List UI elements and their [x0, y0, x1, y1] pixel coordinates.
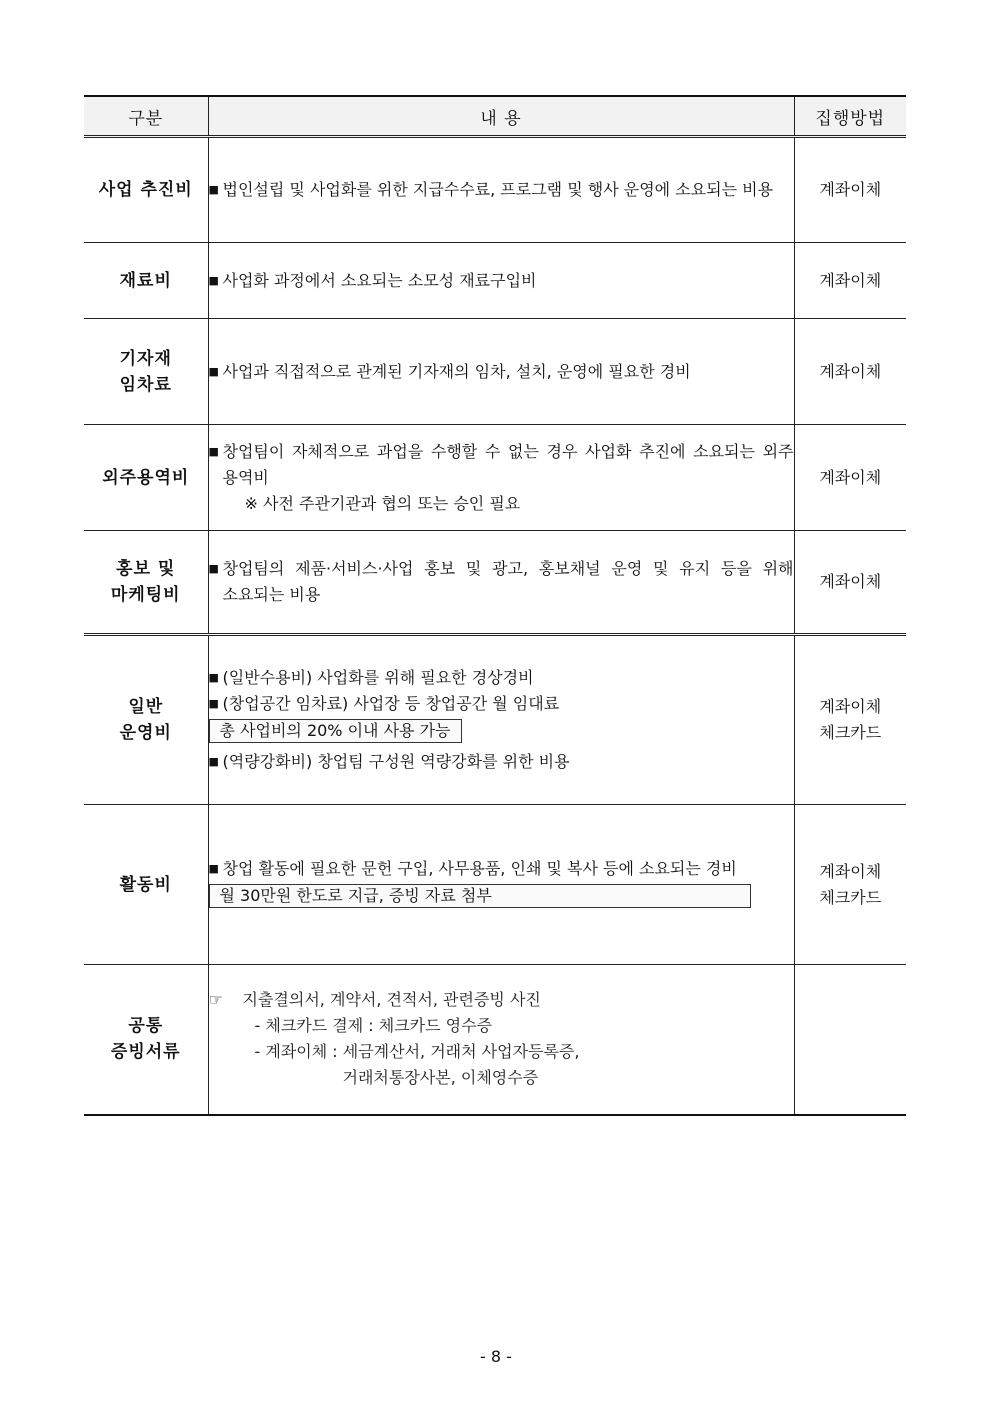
approval-note: ※ 사전 주관기관과 협의 또는 승인 필요 — [244, 493, 521, 513]
row-category: 사업 추진비 — [84, 137, 208, 243]
row-category: 홍보 및 마케팅비 — [84, 531, 208, 635]
bullet-icon: ■ — [208, 861, 219, 875]
bullet-item: ■ (역량강화비) 창업팀 구성원 역량강화를 위한 비용 — [209, 749, 794, 775]
bullet-icon: ■ — [208, 444, 219, 458]
header-category: 구분 — [84, 96, 208, 137]
expense-table — [84, 95, 906, 1116]
proof-sub-item: - 체크카드 결제 : 체크카드 영수증 — [254, 1016, 493, 1036]
header-method: 집행방법 — [794, 96, 906, 137]
table-row — [84, 425, 906, 531]
row-method: 계좌이체 — [794, 243, 906, 319]
row-content — [208, 243, 794, 319]
bullet-item: ■ 창업 활동에 필요한 문헌 구입, 사무용품, 인쇄 및 복사 등에 소요되는 경비 — [209, 856, 794, 882]
row-category: 기자재 임차료 — [84, 319, 208, 425]
row-category: 재료비 — [84, 243, 208, 319]
header-content: 내 용 — [208, 96, 794, 137]
bullet-icon: ■ — [208, 562, 219, 575]
page-number: - 8 - — [480, 1347, 512, 1366]
bullet-item: ■ 창업팀의 제품·서비스·사업 홍보 및 광고, 홍보채널 운영 및 유지 등을 위해 소요되는 비용 — [209, 556, 794, 608]
table-row — [84, 635, 906, 805]
row-content — [208, 965, 794, 1115]
table-row — [84, 243, 906, 319]
proof-sub-item: - 계좌이체 : 세금계산서, 거래처 사업자등록증, — [254, 1042, 580, 1062]
bullet-icon: ■ — [208, 183, 219, 196]
proof-sub-item: 거래처통장사본, 이체영수증 — [342, 1068, 539, 1088]
bullet-item: ■ 창업팀이 자체적으로 과업을 수행할 수 없는 경우 사업화 추진에 소요되는 외주 용역비 — [209, 439, 794, 491]
row-method: 계좌이체 — [794, 531, 906, 635]
bullet-item: ■ 사업화 과정에서 소요되는 소모성 재료구입비 — [209, 268, 794, 294]
proof-title-line: ☞ 지출결의서, 계약서, 견적서, 관련증빙 사진 — [209, 987, 794, 1013]
table-row — [84, 965, 906, 1115]
row-method: 계좌이체 — [794, 425, 906, 531]
row-method: 계좌이체 — [794, 319, 906, 425]
row-category: 활동비 — [84, 805, 208, 965]
bullet-item: ■ 법인설립 및 사업화를 위한 지급수수료, 프로그램 및 행사 운영에 소요되는 비용 — [209, 177, 794, 203]
row-content — [208, 137, 794, 243]
limit-note-box: 월 30만원 한도로 지급, 증빙 자료 첨부 — [209, 884, 751, 908]
bullet-icon: ■ — [208, 273, 219, 287]
table-row — [84, 531, 906, 635]
bullet-item: ■ 사업과 직접적으로 관계된 기자재의 임차, 설치, 운영에 필요한 경비 — [209, 359, 794, 385]
row-content — [208, 531, 794, 635]
row-method: 계좌이체 — [794, 137, 906, 243]
row-content — [208, 635, 794, 805]
row-content — [208, 425, 794, 531]
row-method: 계좌이체 체크카드 — [794, 635, 906, 805]
bullet-icon: ■ — [208, 755, 219, 768]
row-content — [208, 319, 794, 425]
row-method — [794, 965, 906, 1115]
limit-note-box: 총 사업비의 20% 이내 사용 가능 — [209, 719, 462, 743]
table-header-row — [84, 96, 906, 137]
row-category: 일반 운영비 — [84, 635, 208, 805]
row-category: 공통 증빙서류 — [84, 965, 208, 1115]
pointing-hand-icon: ☞ — [208, 990, 223, 1010]
bullet-item: ■ (일반수용비) 사업화를 위해 필요한 경상경비 — [209, 665, 794, 691]
table-row — [84, 319, 906, 425]
row-method: 계좌이체 체크카드 — [794, 805, 906, 965]
bullet-icon: ■ — [208, 671, 219, 684]
table-row — [84, 137, 906, 243]
row-category: 외주용역비 — [84, 425, 208, 531]
row-content — [208, 805, 794, 965]
bullet-icon: ■ — [208, 697, 219, 710]
bullet-item: ■ (창업공간 임차료) 사업장 등 창업공간 월 임대료 — [209, 691, 794, 717]
bullet-icon: ■ — [208, 364, 219, 378]
table-row — [84, 805, 906, 965]
